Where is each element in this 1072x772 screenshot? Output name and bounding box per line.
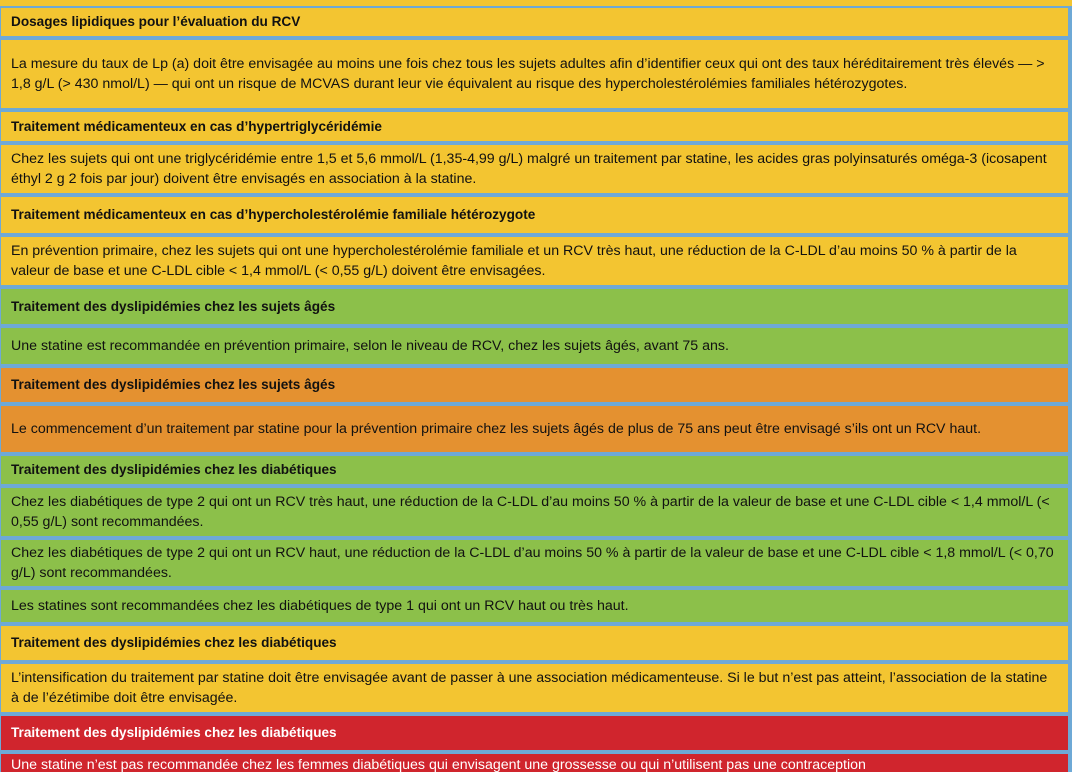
section-header-elderly-orange: Traitement des dyslipidémies chez les sujets âgés <box>1 368 1068 404</box>
section-header-familial-hypercholesterolemia: Traitement médicamenteux en cas d’hypercholestérolémie familiale hétérozygote <box>1 197 1068 235</box>
section-header-diabetics-green: Traitement des dyslipidémies chez les diabétiques <box>1 456 1068 486</box>
section-text-diabetics-pregnancy: Une statine n’est pas recommandée chez les femmes diabétiques qui envisagent une grossesse ou qui n’utilisent pas une contraception <box>1 754 1068 772</box>
section-text-diabetics-type2-very-high: Chez les diabétiques de type 2 qui ont un RCV très haut, une réduction de la C-LDL d’au moins 50 % à partir de la valeur de base et une C-LDL cible < 1,4 mmol/L (< 0,55 g/L) sont recommandées. <box>1 488 1068 538</box>
section-text-diabetics-type1: Les statines sont recommandées chez les diabétiques de type 1 qui ont un RCV haut ou très haut. <box>1 590 1068 624</box>
table-top-edge <box>0 0 1072 6</box>
section-text-familial-hypercholesterolemia: En prévention primaire, chez les sujets qui ont une hypercholestérolémie familiale et un RCV très haut, une réduction de la C-LDL d’au moins 50 % à partir de la valeur de base et une C-LDL cible < 1,4 mmol/L (< 0,55 g/L) doivent être envisagées. <box>1 237 1068 287</box>
section-header-elderly-green: Traitement des dyslipidémies chez les sujets âgés <box>1 289 1068 326</box>
section-text-diabetics-type2-high: Chez les diabétiques de type 2 qui ont un RCV haut, une réduction de la C-LDL d’au moins 50 % à partir de la valeur de base et une C-LDL cible < 1,8 mmol/L (< 0,70 g/L) sont recommandées. <box>1 540 1068 588</box>
section-header-diabetics-yellow: Traitement des dyslipidémies chez les diabétiques <box>1 626 1068 662</box>
section-header-hypertriglyceridemia: Traitement médicamenteux en cas d’hypertriglycéridémie <box>1 112 1068 143</box>
section-text-hypertriglyceridemia: Chez les sujets qui ont une triglycéridémie entre 1,5 et 5,6 mmol/L (1,35-4,99 g/L) malgré un traitement par statine, les acides gras polyinsaturés oméga-3 (icosapent éthyl 2 g 2 fois par jour) doivent être envisagés en association à la statine. <box>1 145 1068 195</box>
section-text-elderly-orange: Le commencement d’un traitement par statine pour la prévention primaire chez les sujets âgés de plus de 75 ans peut être envisagé s’ils ont un RCV haut. <box>1 406 1068 454</box>
section-text-lipid-assays: La mesure du taux de Lp (a) doit être envisagée au moins une fois chez tous les sujets adultes afin d’identifier ceux qui ont des taux héréditairement très élevés — > 1,8 g/L (> 430 nmol/L) — qui ont un risque de MCVAS durant leur vie équivalent au risque des hypercholestérolémies familiales hétérozygotes. <box>1 40 1068 110</box>
section-text-elderly-green: Une statine est recommandée en prévention primaire, selon le niveau de RCV, chez les sujets âgés, avant 75 ans. <box>1 328 1068 366</box>
section-header-diabetics-red: Traitement des dyslipidémies chez les diabétiques <box>1 716 1068 752</box>
section-header-lipid-assays: Dosages lipidiques pour l’évaluation du RCV <box>1 8 1068 38</box>
section-text-diabetics-intensification: L’intensification du traitement par statine doit être envisagée avant de passer à une association médicamenteuse. Si le but n’est pas atteint, l’association de la statine à de l’ézétimibe doit être envisagée. <box>1 664 1068 714</box>
